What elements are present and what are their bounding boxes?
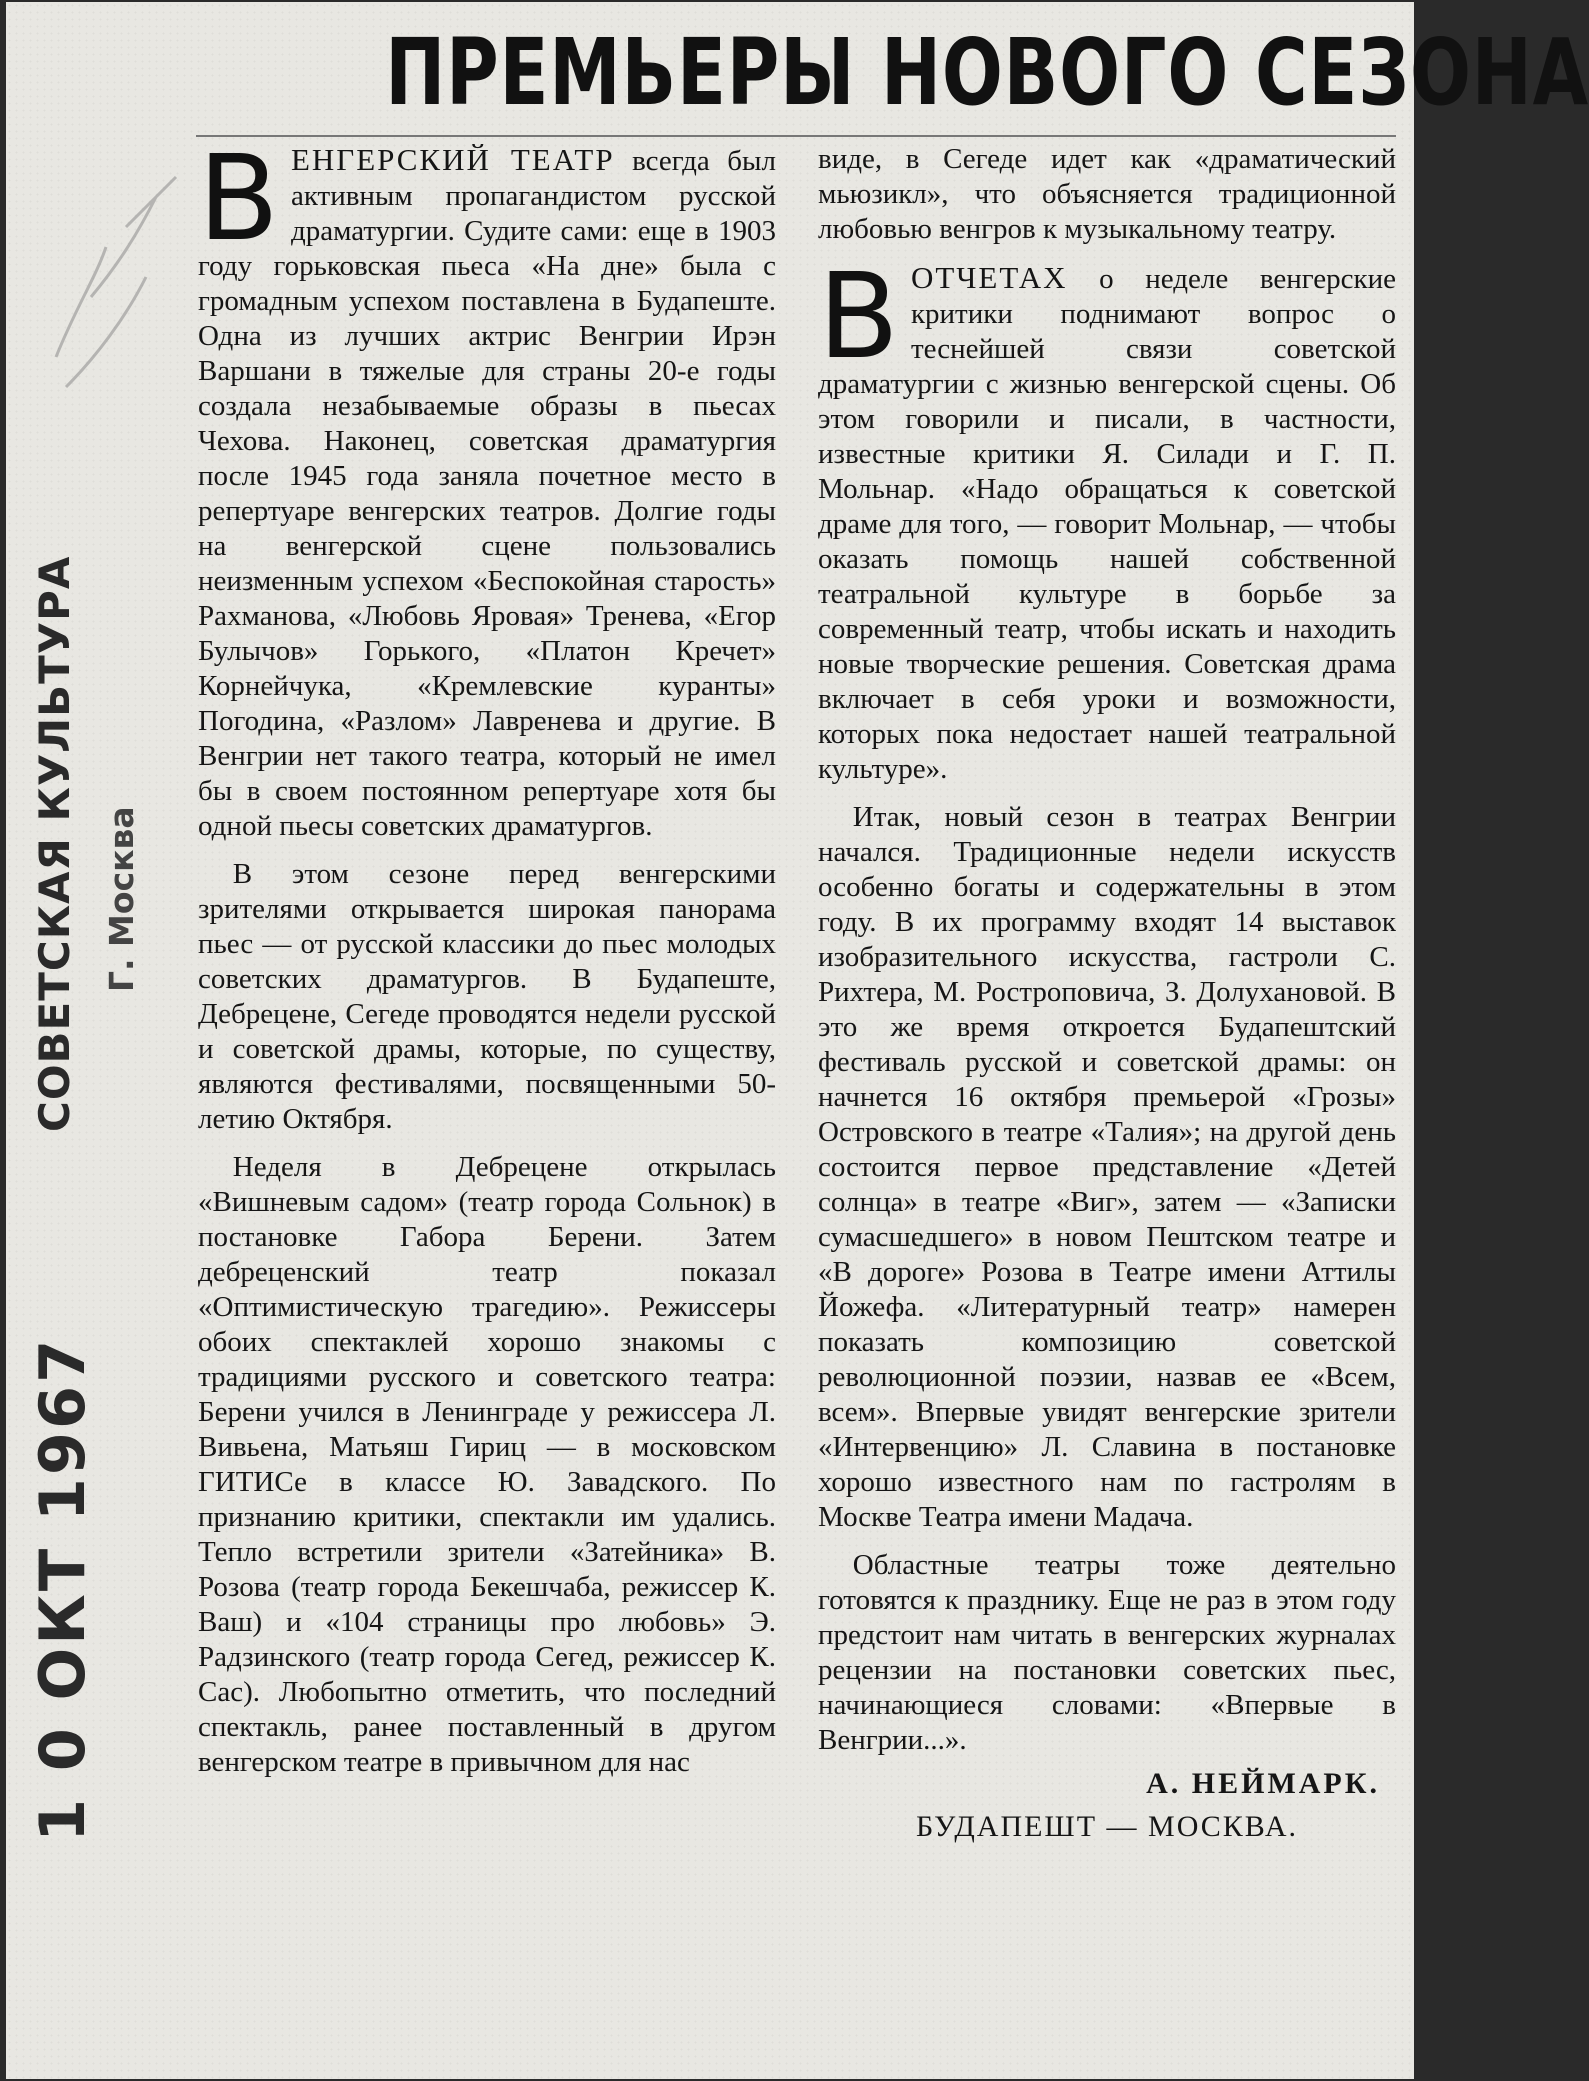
paragraph-text: о неделе венгерские критики поднимают вопрос о теснейшей связи советской драматургии с жизнью венгерской сцены. Об этом говорили и писали, в частности, известные критики Я. Силади и Г. П. Мольнар. «Надо обращаться к советской драме для того, — говорит Мольнар, — чтобы оказать помощь нашей собственной театральной культуре в борьбе за современный театр, чтобы искать и находить новые творческие решения. Советская драма включает в себя уроки и возможности, которых пока недостает нашей театральной культуре». bbox=[818, 263, 1396, 785]
author-byline: А. НЕЙМАРК. bbox=[1146, 1767, 1380, 1800]
article-paragraph bbox=[198, 129, 776, 844]
date-stamp: 1 0 ОКТ 1967 bbox=[26, 1336, 99, 1842]
article-column-left bbox=[198, 129, 776, 1793]
dateline: БУДАПЕШТ — МОСКВА. bbox=[915, 1810, 1299, 1843]
dropcap: В bbox=[198, 129, 279, 267]
headline-rule bbox=[196, 135, 1396, 137]
article-paragraph: Неделя в Дебрецене открылась «Вишневым садом» (театр города Сольнок) в постановке Габора Берени. Затем дебреценский театр показал «Оптимистическую трагедию». Режиссеры обоих спектаклей хорошо знакомы с традициями русского и советского театра: Берени учился в Ленинграде у режиссера Л. Вивьена, Матьяш Гириц — в московском ГИТИСе в классе Ю. Завадского. По признанию критики, спектакли им удались. Тепло встретили зрители «Затейника» В. Розова (театр города Бекешчаба, режиссер К. Ваш) и «104 страницы про любовь» Э. Радзинского (театр города Сегед, режиссер К. Сас). Любопытно отметить, что последний спектакль, ранее поставленный в другом венгерском театре в привычном для нас bbox=[198, 1151, 776, 1778]
article-paragraph: В этом сезоне перед венгерскими зрителями открывается широкая панорама пьес — от русской классики до пьес молодых советских драматургов. В Будапеште, Дебрецене, Сегеде проводятся недели русской и советской драмы, которые, по существу, являются фестивалями, посвященными 50-летию Октября. bbox=[198, 858, 776, 1135]
newspaper-source-stamp: СОВЕТСКАЯ КУЛЬТУРА bbox=[30, 555, 79, 1132]
lead-in-caps: ОТЧЕТАХ bbox=[910, 260, 1068, 295]
headline: ПРЕМЬЕРЫ НОВОГО СЕЗОНА bbox=[385, 19, 1589, 126]
pencil-scribble-mark bbox=[36, 157, 196, 417]
paragraph-text: всегда был активным пропагандистом русской драматургии. Судите сами: еще в 1903 году горьковская пьеса «На дне» была с громадным успехом поставлена в Будапеште. Одна из лучших актрис Венгрии Ирэн Варшани в тяжелые для страны 20-е годы создала незабываемые образы в пьесах Чехова. Наконец, советская драматургия после 1945 года заняла почетное место в репертуаре венгерских театров. Долгие годы на венгерской сцене пользовались неизменным успехом «Беспокойная старость» Рахманова, «Любовь Яровая» Тренева, «Егор Булычов» Горького, «Платон Кречет» Корнейчука, «Кремлевские куранты» Погодина, «Разлом» Лавренева и другие. В Венгрии нет такого театра, который не имел бы в своем постоянном репертуаре хотя бы одной пьесы советских драматургов. bbox=[198, 145, 776, 842]
city-stamp: Г. Москва bbox=[102, 806, 141, 992]
article-paragraph: Итак, новый сезон в театрах Венгрии начался. Традиционные недели искусств особенно богаты и содержательны в этом году. В их программу входят 14 выставок изобразительного искусства, гастроли С. Рихтера, М. Ростроповича, З. Долухановой. В это же время откроется Будапештский фестиваль русской и советской драмы: он начнется 16 октября премьерой «Грозы» Островского в театре «Талия»; на другой день состоится первое представление «Детей солнца» в театре «Виг», затем — «Записки сумасшедшего» в новом Пештском театре и «В дороге» Розова в Театре имени Аттилы Йожефа. «Литературный театр» намерен показать композицию советской революционной поэзии, назвав ее «Всем, всем». Впервые увидят венгерские зрители «Интервенцию» Л. Славина в постановке хорошо известного нам по гастролям в Москве Театра имени Мадача. bbox=[818, 801, 1396, 1533]
article-column-right bbox=[818, 142, 1396, 1844]
dropcap: В bbox=[818, 247, 899, 385]
newspaper-clipping bbox=[6, 2, 1589, 2079]
article-paragraph-continuation: виде, в Сегеде идет как «драматический мьюзикл», что объясняется традиционной любовью венгров к музыкальному театру. bbox=[818, 143, 1396, 245]
article-paragraph bbox=[818, 247, 1396, 787]
article-paragraph: Областные театры тоже деятельно готовятся к празднику. Еще не раз в этом году предстоит нам читать в венгерских журналах рецензии на постановки советских пьес, начинающиеся словами: «Впервые в Венгрии...». bbox=[818, 1549, 1396, 1756]
lead-in-caps: ЕНГЕРСКИЙ ТЕАТР bbox=[290, 142, 615, 177]
